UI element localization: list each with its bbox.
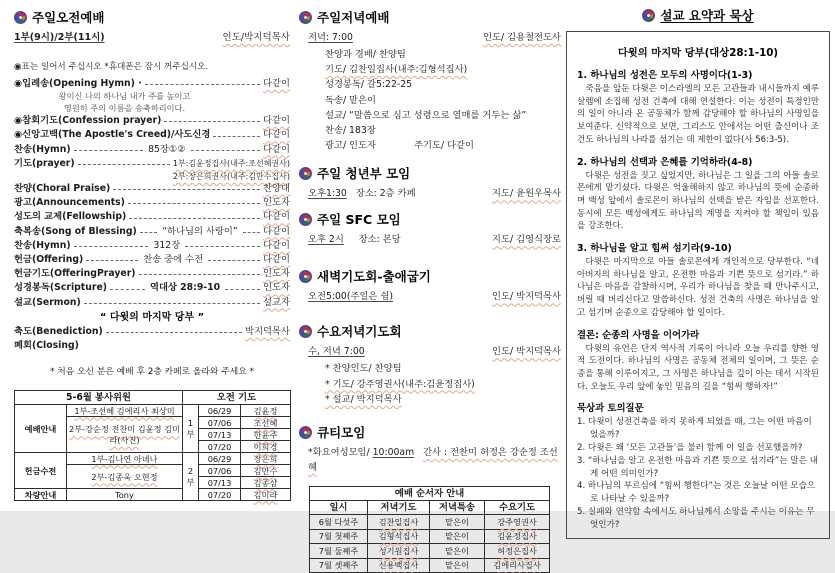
order-label: 성경봉독(Scripture) xyxy=(14,282,108,294)
meeting-time: 오후1:30 xyxy=(308,188,347,200)
order-assignee: 인도자 xyxy=(263,268,290,280)
time-leader-row xyxy=(299,231,561,245)
week-cell: 7월 첫째주 xyxy=(310,529,368,544)
meeting-leader: 인도/ 박지덕목사 xyxy=(492,291,561,303)
section-bullet-icon xyxy=(299,11,312,24)
order-label: ◉입례송(Opening Hymn) · xyxy=(14,78,142,89)
leader-dashes xyxy=(185,245,260,247)
leader-dashes xyxy=(140,231,157,233)
order-assignee: 다같이 xyxy=(263,211,290,223)
prayer-date: 07/06 xyxy=(199,417,241,429)
sermon-summary-header xyxy=(566,6,830,24)
morning-worship-column xyxy=(14,8,290,501)
order-assignee: 다같이 xyxy=(263,129,290,141)
order-assignee: 다같이 xyxy=(263,239,291,251)
order-row xyxy=(14,143,290,157)
order-row xyxy=(14,196,290,210)
table-row xyxy=(15,489,291,501)
prayer-part-label: 1부 xyxy=(183,405,199,453)
leader-dashes xyxy=(110,288,145,290)
prayer-person-2bu: 2부:장은희권사(내주:김만수집사) xyxy=(172,172,290,182)
order-label: 찬송(Hymn) xyxy=(14,143,71,155)
list-item: 독송/ 맡은이 xyxy=(325,94,376,106)
wednesday-order-list xyxy=(299,361,561,407)
qt-meeting-header xyxy=(299,423,561,441)
sermon-title-line: “ 다윗의 마지막 당부 ” xyxy=(99,311,205,323)
order-label: 헌금기도(OfferingPrayer) xyxy=(14,268,136,280)
order-row xyxy=(14,210,290,224)
leader-dashes xyxy=(145,83,260,85)
servers-table-title: 예배 순서자 안내 xyxy=(310,487,550,501)
prayer-date: 06/29 xyxy=(199,405,241,417)
evening-prayer-cell: 김형석집사 xyxy=(368,529,430,544)
table-row xyxy=(310,558,550,573)
dawn-prayer-section xyxy=(299,267,561,302)
leader-dashes xyxy=(243,231,260,233)
meeting-time: 수, 저녁 7:00 xyxy=(308,346,365,358)
order-label: 성도의 교제(Fellowship) xyxy=(14,211,127,223)
newcomer-note: * 처음 오신 분은 예배 후 2층 카페로 올라와 주세요 * xyxy=(50,367,254,378)
meeting-time: 오후 2시 xyxy=(308,234,344,246)
wednesday-prayer-header xyxy=(299,322,561,340)
blessing-song-title: “하나님의 사랑이” xyxy=(162,225,238,237)
discussion-question: 4. 하나님의 부르심에 “힘써 행한다”는 것은 오늘날 어떤 모습으로 나타날 수 있을까? xyxy=(577,481,816,505)
leader-dashes xyxy=(86,259,138,261)
sermon-conclusion-paragraph: 다윗의 유언은 단지 역사적 기록이 아니라 오늘 우리를 향한 영적 도전이다. 하나님의 사명은 공동체 전체의 일이며, 그 뜻은 순종을 통해 이루어지고, 그 사명은 하나님을 깊이 아는 데서 시작된다. 오늘도 우리 앞에 놓인 믿음의 길을 “힘써 행하자!” xyxy=(577,343,819,392)
order-label: 축도(Benediction) xyxy=(14,325,103,337)
service-times: 1부(9시)/2부(11시) xyxy=(14,32,105,43)
special-song-cell: 맡은이 xyxy=(430,529,485,544)
opening-hymn-line: 영원히 주의 이름을 송축하리이다. xyxy=(63,102,186,113)
list-item: * 찬양인도/ 찬양팀 xyxy=(325,363,402,375)
prayer-date: 07/06 xyxy=(199,465,241,477)
announcement-cell: 광고/ 인도자 xyxy=(325,140,376,152)
sermon-box-title: 다윗의 마지막 당부(대상28:1-10) xyxy=(617,47,779,59)
meeting-leader: 지도/ 윤원우목사 xyxy=(492,188,561,200)
table-row xyxy=(310,544,550,559)
list-item xyxy=(325,138,561,153)
evening-worship-section xyxy=(299,8,561,153)
table-row xyxy=(310,515,550,530)
discussion-questions-heading: 묵상과 토의질문 xyxy=(577,403,644,415)
table-row xyxy=(310,529,550,544)
section-bullet-icon xyxy=(299,325,312,338)
order-row xyxy=(14,128,290,142)
hymn-number: 312장 xyxy=(153,239,181,251)
time-leader-row xyxy=(299,288,561,302)
section-title: 수요저녁기도회 xyxy=(317,324,402,340)
order-row xyxy=(14,157,290,171)
list-item: 설교/ “말씀으로 심고 성령으로 열매를 거두는 삶” xyxy=(325,109,527,121)
lords-prayer-cell: 주기도/ 다같이 xyxy=(414,140,474,152)
sermon-point-heading: 2. 하나님의 선택과 은혜를 기억하라(4-8) xyxy=(577,156,753,168)
service-leader: 인도/박지덕목사 xyxy=(222,32,290,43)
meeting-place: 장소: 2층 카페 xyxy=(355,188,416,200)
order-row xyxy=(14,296,290,310)
evening-prayer-cell: 신용백집사 xyxy=(368,558,430,573)
order-label: 광고(Announcements) xyxy=(14,197,125,209)
col-header: 저녁특송 xyxy=(430,501,485,515)
order-assignee: 인도자 xyxy=(263,197,290,209)
section-title: 주일저녁예배 xyxy=(317,10,390,25)
order-label: 헌금(Offering) xyxy=(14,254,84,266)
prayer-part-label: 2부 xyxy=(183,453,199,501)
opening-hymn-line: 왕이신 나의 하나님 내가 주를 높이고 xyxy=(58,91,191,102)
col-header: 일시 xyxy=(310,501,368,515)
col-header: 수요기도 xyxy=(485,501,550,515)
leader-dashes xyxy=(84,302,260,304)
meeting-leader: 인도/ 김용철전도사 xyxy=(483,32,561,43)
duty-names: 1부-김나연 아녜나 xyxy=(67,453,183,465)
meeting-leader: 지도/ 김영식장로 xyxy=(492,234,561,246)
duty-category: 예배안내 xyxy=(15,405,67,453)
duty-names: 2부-김종욱 오현정 xyxy=(67,465,183,489)
sermon-point-paragraph: 죽음을 앞둔 다윗은 이스라엘의 모든 고관들과 내시들까지 예루살렘에 소집해 성전 건축에 대해 연설한다. 이는 성전이 특정인만의 일이 아니라 온 공동체가 함께 감당해야 할 하나님의 사명임을 보여준다. 신약적으로 보면, 그리스도 안에서는 어떤 출신이나 조건도 하나님의 나라를 섬기는 데 제한이 없다(사 56:3-5). xyxy=(577,84,819,145)
order-assignee: 다같이 xyxy=(263,115,290,127)
evening-order-list xyxy=(299,47,561,153)
leader-dashes xyxy=(106,331,242,333)
order-assignee: 박지덕목사 xyxy=(245,325,290,337)
prayer-date: 07/13 xyxy=(199,429,241,441)
order-label: 기도(prayer) xyxy=(14,157,75,169)
duty-header-right: 오전 기도 xyxy=(183,391,291,405)
offering-method: 찬송 중에 수전 xyxy=(143,254,204,266)
leader-dashes xyxy=(74,149,143,151)
qt-staff: 간사 : 전찬미 허정은 강순정 조선혜 xyxy=(308,447,558,474)
prayer-date: 07/20 xyxy=(199,489,241,501)
worship-servers-table xyxy=(309,486,550,573)
sermon-summary-column xyxy=(566,6,830,539)
sermon-conclusion-heading: 결론: 순종의 사명을 이어가라 xyxy=(577,329,700,341)
order-label: ◉참회기도(Confession prayer) xyxy=(14,115,162,127)
order-row xyxy=(14,239,290,253)
evening-worship-header xyxy=(299,8,561,26)
sfc-meeting-section xyxy=(299,210,561,245)
list-item: 기도/ 김찬일집사(내주:김형석집사) xyxy=(325,64,468,76)
order-row xyxy=(14,182,290,196)
meeting-place: 장소: 본당 xyxy=(358,234,401,246)
sermon-point-paragraph: 다윗은 마지막으로 아들 솔로몬에게 개인적으로 당부한다. “네 아버지의 하나님을 알고, 온전한 마음과 기쁜 뜻으로 섬기라.” 하나님은 마음을 감찰하시며, 우리가 하나님을 찾을 때 만나주시고, 버릴 때 버리신다고 말씀하신다. 성전 건축의 사명은 하나님을 알고 섬기며 순종으로 감당해야 할 일이다. xyxy=(577,257,819,318)
qt-group: *화요여성모임/ xyxy=(308,447,370,459)
discussion-question: 3. “하나님을 알고 온전한 마음과 기쁜 뜻으로 섬기라”는 말은 내게 어떤 의미인가? xyxy=(577,455,818,479)
table-title-row xyxy=(310,487,550,501)
wednesday-prayer-cell: 김윤정집사 xyxy=(485,529,550,544)
order-assignee: 다같이 xyxy=(263,225,291,237)
duty-names: 1부-조선혜 김에리사 최상미 xyxy=(67,405,183,417)
leader-dashes xyxy=(128,202,260,204)
prayer-name: 김미라 xyxy=(241,489,291,501)
order-assignee: 설교자 xyxy=(263,296,290,308)
prayer-name: 김만수 xyxy=(241,465,291,477)
duty-category: 헌금수전 xyxy=(15,453,67,489)
col-header: 저녁기도 xyxy=(368,501,430,515)
prayer-name: 한윤주 xyxy=(241,429,291,441)
list-item: * 설교/ 박지덕목사 xyxy=(325,393,402,405)
duty-names: Tony xyxy=(67,489,183,501)
list-item: 성경봉독/ 갈5:22-25 xyxy=(325,79,413,91)
order-row-continuation xyxy=(14,171,290,182)
order-row xyxy=(14,325,290,339)
wednesday-prayer-cell: 김에리사집사 xyxy=(485,558,550,573)
evening-prayer-cell: 성기원집사 xyxy=(368,544,430,559)
qt-meeting-section xyxy=(299,423,561,475)
duty-category: 차량안내 xyxy=(15,489,67,501)
order-label: 찬송(Hymn) xyxy=(14,239,71,251)
prayer-name: 장은희 xyxy=(241,453,291,465)
section-bullet-icon xyxy=(299,213,312,226)
prayer-name: 이희경 xyxy=(241,441,291,453)
discussion-question: 5. 실패와 연약함 속에서도 하나님께서 소망을 주시는 이유는 무엇인가? xyxy=(577,506,815,530)
discussion-question: 2. 다윗은 왜 ‘모든 고관들’을 불러 함께 이 일을 선포했을까? xyxy=(577,442,803,453)
weekly-meetings-column xyxy=(299,8,561,573)
prayer-name: 조선혜 xyxy=(241,417,291,429)
qt-detail-line xyxy=(299,445,561,475)
leader-dashes xyxy=(225,288,260,290)
youth-meeting-header xyxy=(299,164,561,182)
leader-dashes xyxy=(164,120,260,122)
duty-names: 2부-강순정 전찬미 김윤정 김미라(사진) xyxy=(67,417,183,453)
prayer-person-1bu: 1부:김윤정집사(내주:조선혜권사) xyxy=(172,158,290,168)
volunteer-duty-table xyxy=(14,390,291,501)
sfc-meeting-header xyxy=(299,210,561,228)
order-assignee: 다같이 xyxy=(263,78,290,89)
leader-dashes xyxy=(213,135,260,137)
special-song-cell: 맡은이 xyxy=(430,558,485,573)
section-title: 새벽기도회-출애굽기 xyxy=(317,269,431,285)
list-item: 찬송/ 183장 xyxy=(325,125,376,137)
discussion-question: 1. 다윗이 성전건축을 하지 못하게 되었을 때, 그는 어떤 마음이었을까? xyxy=(577,417,812,441)
duty-header-left: 5-6월 봉사위원 xyxy=(15,391,183,405)
standing-note: ◉표는 일어서 주십시오 *휴대폰은 잠시 꺼주십시오. xyxy=(14,62,209,72)
order-label: 폐회(Closing) xyxy=(14,340,79,352)
order-row xyxy=(14,267,290,281)
section-title: 큐티모임 xyxy=(317,425,366,441)
sermon-summary-box xyxy=(566,31,830,539)
youth-meeting-section xyxy=(299,164,561,199)
meeting-time: 오전5:00(주일은 쉼) xyxy=(308,291,393,303)
discussion-questions-list xyxy=(577,416,819,531)
order-label: 찬양(Choral Praise) xyxy=(14,183,111,195)
table-row xyxy=(15,405,291,417)
section-bullet-icon xyxy=(299,426,312,439)
time-leader-row xyxy=(299,185,561,199)
section-bullet-icon xyxy=(14,11,27,24)
order-assignee: 찬양대 xyxy=(263,183,290,195)
prayer-date: 07/20 xyxy=(199,441,241,453)
prayer-name: 김윤정 xyxy=(241,405,291,417)
order-of-worship xyxy=(14,77,290,353)
table-header-row xyxy=(15,391,291,405)
sermon-point-heading: 1. 하나님의 성전은 모두의 사명이다(1-3) xyxy=(577,70,753,81)
leader-dashes xyxy=(113,188,260,190)
morning-worship-header xyxy=(14,8,290,26)
week-cell: 6월 다섯주 xyxy=(310,515,368,530)
sermon-point-paragraph: 다윗은 성전을 짓고 싶었지만, 하나님은 그 일을 그의 아들 솔로몬에게 맡기셨다. 다윗은 억울해하지 않고 하나님의 뜻에 순종하며 백성 앞에서 솔로몬이 하나님의 선택을 받은 자임을 선포한다. 동시에 모든 백성에게도 하나님의 계명을 지켜야 할 책임이 있음을 강조한다. xyxy=(577,170,819,232)
sermon-point-heading: 3. 하나님을 알고 힘써 섬기라(9-10) xyxy=(577,243,732,255)
week-cell: 7월 셋째주 xyxy=(310,558,368,573)
section-bullet-icon xyxy=(642,9,655,22)
list-item: 찬양과 경배/ 찬양팀 xyxy=(325,49,406,60)
order-assignee: 다같이 xyxy=(263,143,291,155)
section-title: 주일오전예배 xyxy=(32,10,105,25)
leader-dashes xyxy=(74,245,149,247)
time-leader-row xyxy=(299,343,561,357)
order-row xyxy=(14,225,290,239)
leader-dashes xyxy=(78,163,170,165)
list-item: * 기도/ 강주영권사(내주:김윤정집사) xyxy=(325,378,475,390)
qt-time: 10:00am xyxy=(372,447,415,459)
prayer-date: 07/13 xyxy=(199,477,241,489)
order-label: ◉신앙고백(The Apostle's Creed)/사도신경 xyxy=(14,129,211,141)
order-row xyxy=(14,339,290,353)
order-row xyxy=(14,253,290,267)
week-cell: 7월 둘째주 xyxy=(310,544,368,559)
dawn-prayer-header xyxy=(299,267,561,285)
hymn-number: 85장①② xyxy=(148,143,186,155)
order-row xyxy=(14,281,290,295)
prayer-name: 김종삼 xyxy=(241,477,291,489)
section-title: 설교 요약과 묵상 xyxy=(660,8,754,23)
section-title: 주일 SFC 모임 xyxy=(317,212,401,228)
order-assignee: 다같이 xyxy=(263,254,290,266)
order-label: 설교(Sermon) xyxy=(14,296,81,308)
table-header-row xyxy=(310,501,550,515)
meeting-leader: 인도/ 박지덕목사 xyxy=(492,346,561,358)
evening-prayer-cell: 김찬일집사 xyxy=(368,515,430,530)
leader-dashes xyxy=(208,259,260,261)
order-assignee: 인도자 xyxy=(263,282,291,294)
leader-dashes xyxy=(129,217,260,219)
scripture-reference: 역대상 28:9-10 xyxy=(149,282,221,294)
leader-dashes xyxy=(191,149,260,151)
section-title: 주일 청년부 모임 xyxy=(317,166,411,182)
time-leader-row xyxy=(299,29,561,43)
section-bullet-icon xyxy=(299,167,312,180)
section-bullet-icon xyxy=(299,270,312,283)
meeting-time: 저녁: 7:00 xyxy=(308,32,353,43)
wednesday-prayer-cell: 강주영권사 xyxy=(485,515,550,530)
special-song-cell: 맡은이 xyxy=(430,544,485,559)
order-row xyxy=(14,114,290,128)
wednesday-prayer-section xyxy=(299,322,561,407)
morning-worship-subheader xyxy=(14,29,290,43)
special-song-cell: 맡은이 xyxy=(430,515,485,530)
table-row xyxy=(15,453,291,465)
leader-dashes xyxy=(139,273,261,275)
order-row xyxy=(14,77,290,91)
wednesday-prayer-cell: 허정은집사 xyxy=(485,544,550,559)
order-label: 축복송(Song of Blessing) xyxy=(14,225,137,237)
prayer-date: 06/29 xyxy=(199,453,241,465)
